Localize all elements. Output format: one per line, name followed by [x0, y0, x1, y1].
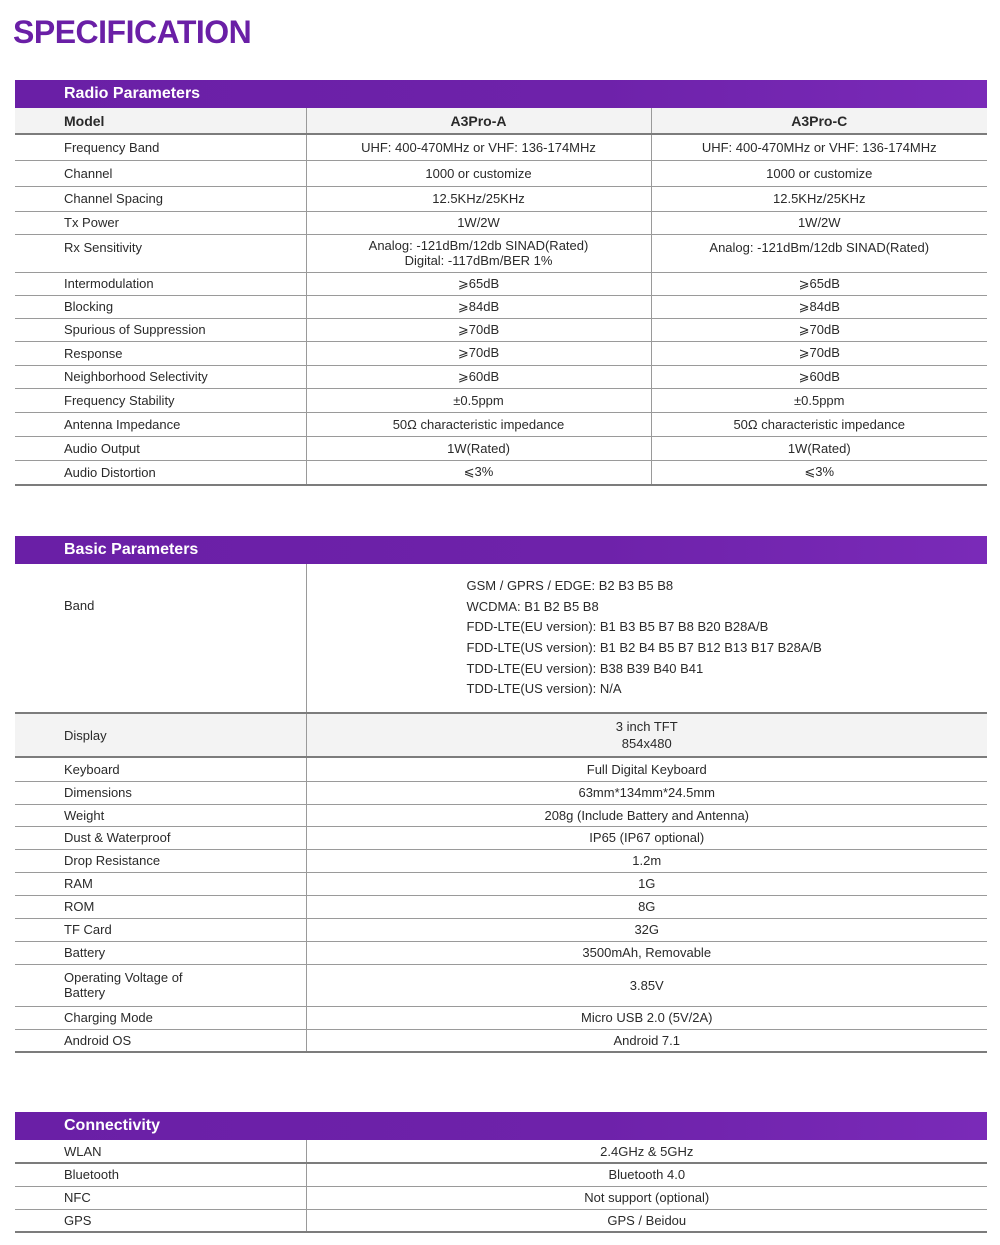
- display-resolution: 854x480: [621, 736, 672, 751]
- value-a: 1W/2W: [306, 211, 651, 234]
- table-row: [15, 1163, 987, 1186]
- value-c: ⩾65dB: [651, 272, 987, 295]
- row-value: 8G: [306, 895, 987, 918]
- table-row: [15, 964, 987, 1006]
- value-a: ⩽3%: [306, 460, 651, 485]
- table-row: [15, 1209, 987, 1232]
- band-label: Band: [15, 564, 306, 713]
- row-label: Intermodulation: [15, 272, 306, 295]
- row-label: Frequency Band: [15, 134, 306, 160]
- table-row: [15, 318, 987, 341]
- value-a: ⩾60dB: [306, 365, 651, 388]
- voltage-label-line2: Battery: [64, 985, 106, 1000]
- table-row: [15, 365, 987, 388]
- row-label: Frequency Stability: [15, 388, 306, 412]
- table-row: [15, 918, 987, 941]
- band-list: [307, 576, 988, 700]
- connectivity-header: Connectivity: [15, 1112, 987, 1140]
- radio-parameters-table: [15, 108, 987, 486]
- row-label: Response: [15, 341, 306, 365]
- rx-analog-a: Analog: -121dBm/12db SINAD(Rated): [368, 238, 589, 253]
- row-label: Antenna Impedance: [15, 412, 306, 436]
- table-row: [15, 388, 987, 412]
- value-a: 50Ω characteristic impedance: [306, 412, 651, 436]
- row-label: Keyboard: [15, 757, 306, 781]
- table-row: [15, 941, 987, 964]
- basic-parameters-table: [15, 564, 987, 1053]
- table-row: [15, 436, 987, 460]
- table-row: [15, 781, 987, 804]
- value-a: ⩾70dB: [306, 318, 651, 341]
- row-value: Micro USB 2.0 (5V/2A): [306, 1006, 987, 1029]
- table-row: [15, 1006, 987, 1029]
- table-row: [15, 186, 987, 211]
- band-line: TDD-LTE(EU version): B38 B39 B40 B41: [466, 660, 704, 676]
- value-c: UHF: 400-470MHz or VHF: 136-174MHz: [651, 134, 987, 160]
- table-row: [15, 234, 987, 272]
- value-c: 1000 or customize: [651, 160, 987, 186]
- connectivity-section: [15, 1112, 987, 1233]
- row-label: Neighborhood Selectivity: [15, 365, 306, 388]
- basic-parameters-header: Basic Parameters: [15, 536, 987, 564]
- row-value: Not support (optional): [306, 1186, 987, 1209]
- value-c: 50Ω characteristic impedance: [651, 412, 987, 436]
- table-row: [15, 1029, 987, 1052]
- row-label: Drop Resistance: [15, 849, 306, 872]
- table-row: [15, 564, 987, 713]
- value-a: 1000 or customize: [306, 160, 651, 186]
- table-row: [15, 460, 987, 485]
- model-label: Model: [15, 108, 306, 134]
- basic-parameters-section: [15, 536, 987, 1053]
- table-row: [15, 849, 987, 872]
- row-label: Blocking: [15, 295, 306, 318]
- value-c: ⩾70dB: [651, 318, 987, 341]
- table-row: [15, 295, 987, 318]
- band-line: FDD-LTE(US version): B1 B2 B4 B5 B7 B12 B13 B17 B28A/B: [466, 640, 822, 655]
- value-c: ±0.5ppm: [651, 388, 987, 412]
- row-value: 3500mAh, Removable: [306, 941, 987, 964]
- radio-parameters-section: [15, 80, 987, 486]
- display-label: Display: [15, 713, 306, 757]
- row-label: Dimensions: [15, 781, 306, 804]
- row-label: Charging Mode: [15, 1006, 306, 1029]
- row-value: GPS / Beidou: [306, 1209, 987, 1232]
- row-value: Bluetooth 4.0: [306, 1163, 987, 1186]
- band-line: FDD-LTE(EU version): B1 B3 B5 B7 B8 B20 B28A/B: [466, 619, 769, 635]
- row-value: 32G: [306, 918, 987, 941]
- band-value: [306, 564, 987, 713]
- display-value: [306, 713, 987, 757]
- row-label: Weight: [15, 804, 306, 826]
- value-a: ±0.5ppm: [306, 388, 651, 412]
- row-value: 1G: [306, 872, 987, 895]
- rx-digital-a: Digital: -117dBm/BER 1%: [404, 253, 553, 268]
- value-c: ⩽3%: [651, 460, 987, 485]
- value-c: 1W(Rated): [651, 436, 987, 460]
- row-label: Tx Power: [15, 211, 306, 234]
- table-row: [15, 757, 987, 781]
- table-row: [15, 1186, 987, 1209]
- value-a: [306, 234, 651, 272]
- radio-parameters-header: Radio Parameters: [15, 80, 987, 108]
- value-a: 12.5KHz/25KHz: [306, 186, 651, 211]
- row-value: 208g (Include Battery and Antenna): [306, 804, 987, 826]
- table-row: [15, 804, 987, 826]
- row-label: Battery: [15, 941, 306, 964]
- table-row: [15, 895, 987, 918]
- value-c: ⩾84dB: [651, 295, 987, 318]
- table-row: [15, 826, 987, 849]
- value-c: ⩾60dB: [651, 365, 987, 388]
- band-line: TDD-LTE(US version): N/A: [466, 681, 622, 697]
- row-label: Spurious of Suppression: [15, 318, 306, 341]
- value-a: ⩾84dB: [306, 295, 651, 318]
- table-row: [15, 272, 987, 295]
- value-a: ⩾65dB: [306, 272, 651, 295]
- row-label: GPS: [15, 1209, 306, 1232]
- band-line: WCDMA: B1 B2 B5 B8: [466, 598, 599, 614]
- page-title: SPECIFICATION: [13, 14, 252, 50]
- value-c: 1W/2W: [651, 211, 987, 234]
- row-label: Rx Sensitivity: [15, 234, 306, 272]
- row-value: Full Digital Keyboard: [306, 757, 987, 781]
- table-row: [15, 341, 987, 365]
- value-c: 12.5KHz/25KHz: [651, 186, 987, 211]
- row-value: Android 7.1: [306, 1029, 987, 1052]
- row-label: Channel Spacing: [15, 186, 306, 211]
- model-a3pro-a: A3Pro-A: [306, 108, 651, 134]
- display-size: 3 inch TFT: [615, 719, 678, 734]
- row-label: WLAN: [15, 1140, 306, 1163]
- voltage-label-line1: Operating Voltage of: [64, 970, 183, 985]
- row-label: TF Card: [15, 918, 306, 941]
- row-value: IP65 (IP67 optional): [306, 826, 987, 849]
- connectivity-table: [15, 1140, 987, 1233]
- row-label: Channel: [15, 160, 306, 186]
- value-a: UHF: 400-470MHz or VHF: 136-174MHz: [306, 134, 651, 160]
- row-label: Android OS: [15, 1029, 306, 1052]
- voltage-value: 3.85V: [306, 964, 987, 1006]
- row-value: 1.2m: [306, 849, 987, 872]
- value-a: 1W(Rated): [306, 436, 651, 460]
- table-row: [15, 1140, 987, 1163]
- value-a: ⩾70dB: [306, 341, 651, 365]
- row-label: Audio Distortion: [15, 460, 306, 485]
- table-row: [15, 108, 987, 134]
- row-label: Bluetooth: [15, 1163, 306, 1186]
- table-row: [15, 412, 987, 436]
- table-row: [15, 211, 987, 234]
- table-row: [15, 134, 987, 160]
- table-row: [15, 872, 987, 895]
- row-label: RAM: [15, 872, 306, 895]
- voltage-label: [15, 964, 306, 1006]
- value-c: ⩾70dB: [651, 341, 987, 365]
- row-value: 63mm*134mm*24.5mm: [306, 781, 987, 804]
- row-label: ROM: [15, 895, 306, 918]
- model-a3pro-c: A3Pro-C: [651, 108, 987, 134]
- row-label: Dust & Waterproof: [15, 826, 306, 849]
- table-row: [15, 713, 987, 757]
- band-line: GSM / GPRS / EDGE: B2 B3 B5 B8: [466, 578, 674, 594]
- row-label: Audio Output: [15, 436, 306, 460]
- row-label: NFC: [15, 1186, 306, 1209]
- row-value: 2.4GHz & 5GHz: [306, 1140, 987, 1163]
- value-c: Analog: -121dBm/12db SINAD(Rated): [651, 234, 987, 272]
- table-row: [15, 160, 987, 186]
